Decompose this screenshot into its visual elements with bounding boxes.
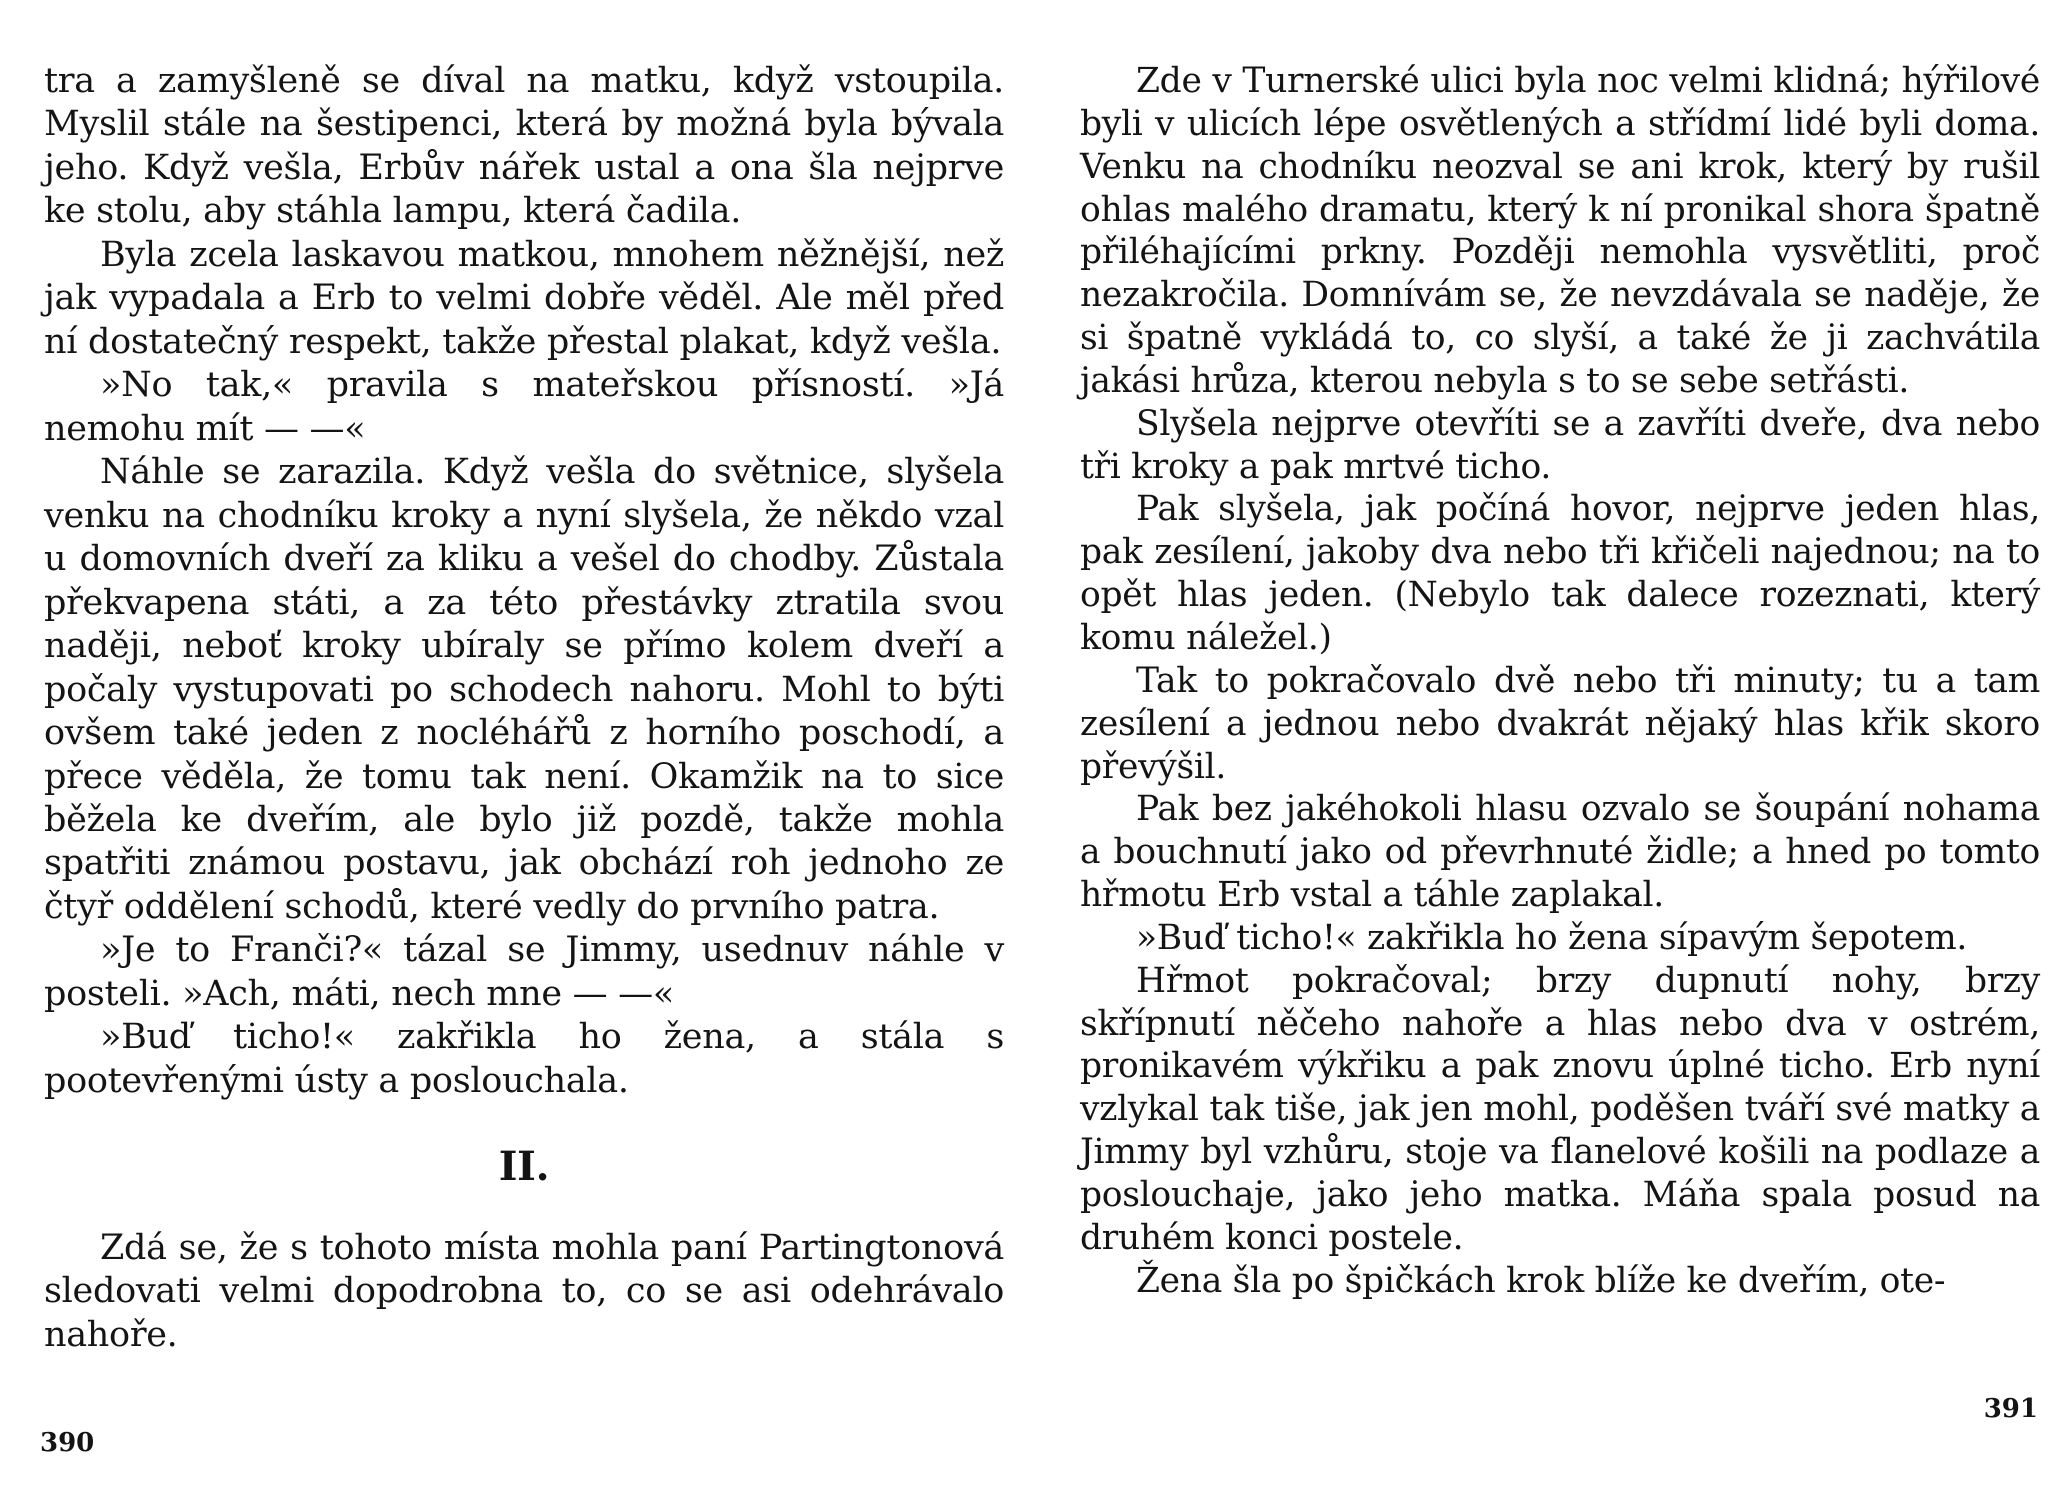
paragraph: Slyšela nejprve otevříti se a zavříti dveře, dva nebo tři kroky a pak mrtvé ticho. <box>1080 403 2040 487</box>
paragraph: »Buď ticho!« zakřikla ho žena, a stála s pootevřenými ústy a poslouchala. <box>44 1017 1004 1101</box>
paragraph: »No tak,« pravila s mateřskou přísností. »Já nemohu mít — —« <box>44 365 1004 449</box>
paragraph: Hřmot pokračoval; brzy dupnutí nohy, brzy skřípnutí něčeho nahoře a hlas nebo dva v ostrém, pronikavém výkřiku a pak znovu úplné ticho. Erb nyní vzlykal tak tiše, jak jen mohl, poděšen tváří své matky a Jimmy byl vzhůru, stoje va flanelové košili na podlaze a poslouchaje, jako jeho matka. Máňa spala posud na druhém konci postele. <box>1080 960 2040 1258</box>
paragraph: Pak bez jakéhokoli hlasu ozvalo se šoupání nohama a bouchnutí jako od převrhnuté židle; a hned po tomto hřmotu Erb vstal a táhle zaplakal. <box>1080 789 2040 916</box>
left-page <box>44 60 1004 1357</box>
page-number-right: 391 <box>1983 1394 2038 1424</box>
paragraph: Náhle se zarazila. Když vešla do světnice, slyšela venku na chodníku kroky a nyní slyšela, že někdo vzal u domovních dveří za kliku a vešel do chodby. Zůstala překvapena státi, a za této přestávky ztratila svou naději, neboť kroky ubíraly se přímo kolem dveří a počaly vystupovati po schodech nahoru. Mohl to býti ovšem také jeden z nocléhářů z horního poschodí, a přece věděla, že tomu tak není. Okamžik na to sice běžela ke dveřím, ale bylo již pozdě, takže mohla spatřiti známou postavu, jak obchází roh jednoho ze čtyř oddělení schodů, které vedly do prvního patra. <box>44 452 1004 927</box>
paragraph: Tak to pokračovalo dvě nebo tři minuty; tu a tam zesílení a jednou nebo dvakrát nějaký hlas křik skoro převýšil. <box>1080 660 2040 787</box>
paragraph: Žena šla po špičkách krok blíže ke dveřím, ote- <box>1136 1260 1946 1301</box>
paragraph: tra a zamyšleně se díval na matku, když vstoupila. Myslil stále na šestipenci, která by možná byla bývala jeho. Když vešla, Erbův nářek ustal a ona šla nejprve ke stolu, aby stáhla lampu, která čadila. <box>44 61 1004 232</box>
right-page <box>1080 60 2040 1302</box>
page-number-left: 390 <box>40 1428 95 1458</box>
paragraph: »Buď ticho!« zakřikla ho žena sípavým šepotem. <box>1136 917 1968 958</box>
paragraph: »Je to Franči?« tázal se Jimmy, usednuv náhle v posteli. »Ach, máti, nech mne — —« <box>44 930 1004 1014</box>
paragraph: Pak slyšela, jak počíná hovor, nejprve jeden hlas, pak zesílení, jakoby dva nebo tři křičeli najednou; na to opět hlas jeden. (Nebylo tak dalece rozeznati, který komu náležel.) <box>1080 489 2040 658</box>
paragraph: Zde v Turnerské ulici byla noc velmi klidná; hýřilové byli v ulicích lépe osvětlených a střídmí lidé byli doma. Venku na chodníku neozval se ani krok, který by rušil ohlas malého dramatu, který k ní pronikal shora špatně přiléhajícími prkny. Později nemohla vysvětliti, proč nezakročila. Domnívám se, že nevzdávala se naděje, že si špatně vykládá to, co slyší, a také že ji zachvátila jakási hrůza, kterou nebyla s to se sebe setřásti. <box>1080 61 2040 401</box>
chapter-heading: II. <box>498 1143 550 1191</box>
paragraph: Zdá se, že s tohoto místa mohla paní Partingtonová sledovati velmi dopodrobna to, co se asi odehrávalo nahoře. <box>44 1227 1004 1355</box>
paragraph: Byla zcela laskavou matkou, mnohem něžnější, než jak vypadala a Erb to velmi dobře věděl. Ale měl před ní dostatečný respekt, takže přestal plakat, když vešla. <box>44 234 1004 362</box>
